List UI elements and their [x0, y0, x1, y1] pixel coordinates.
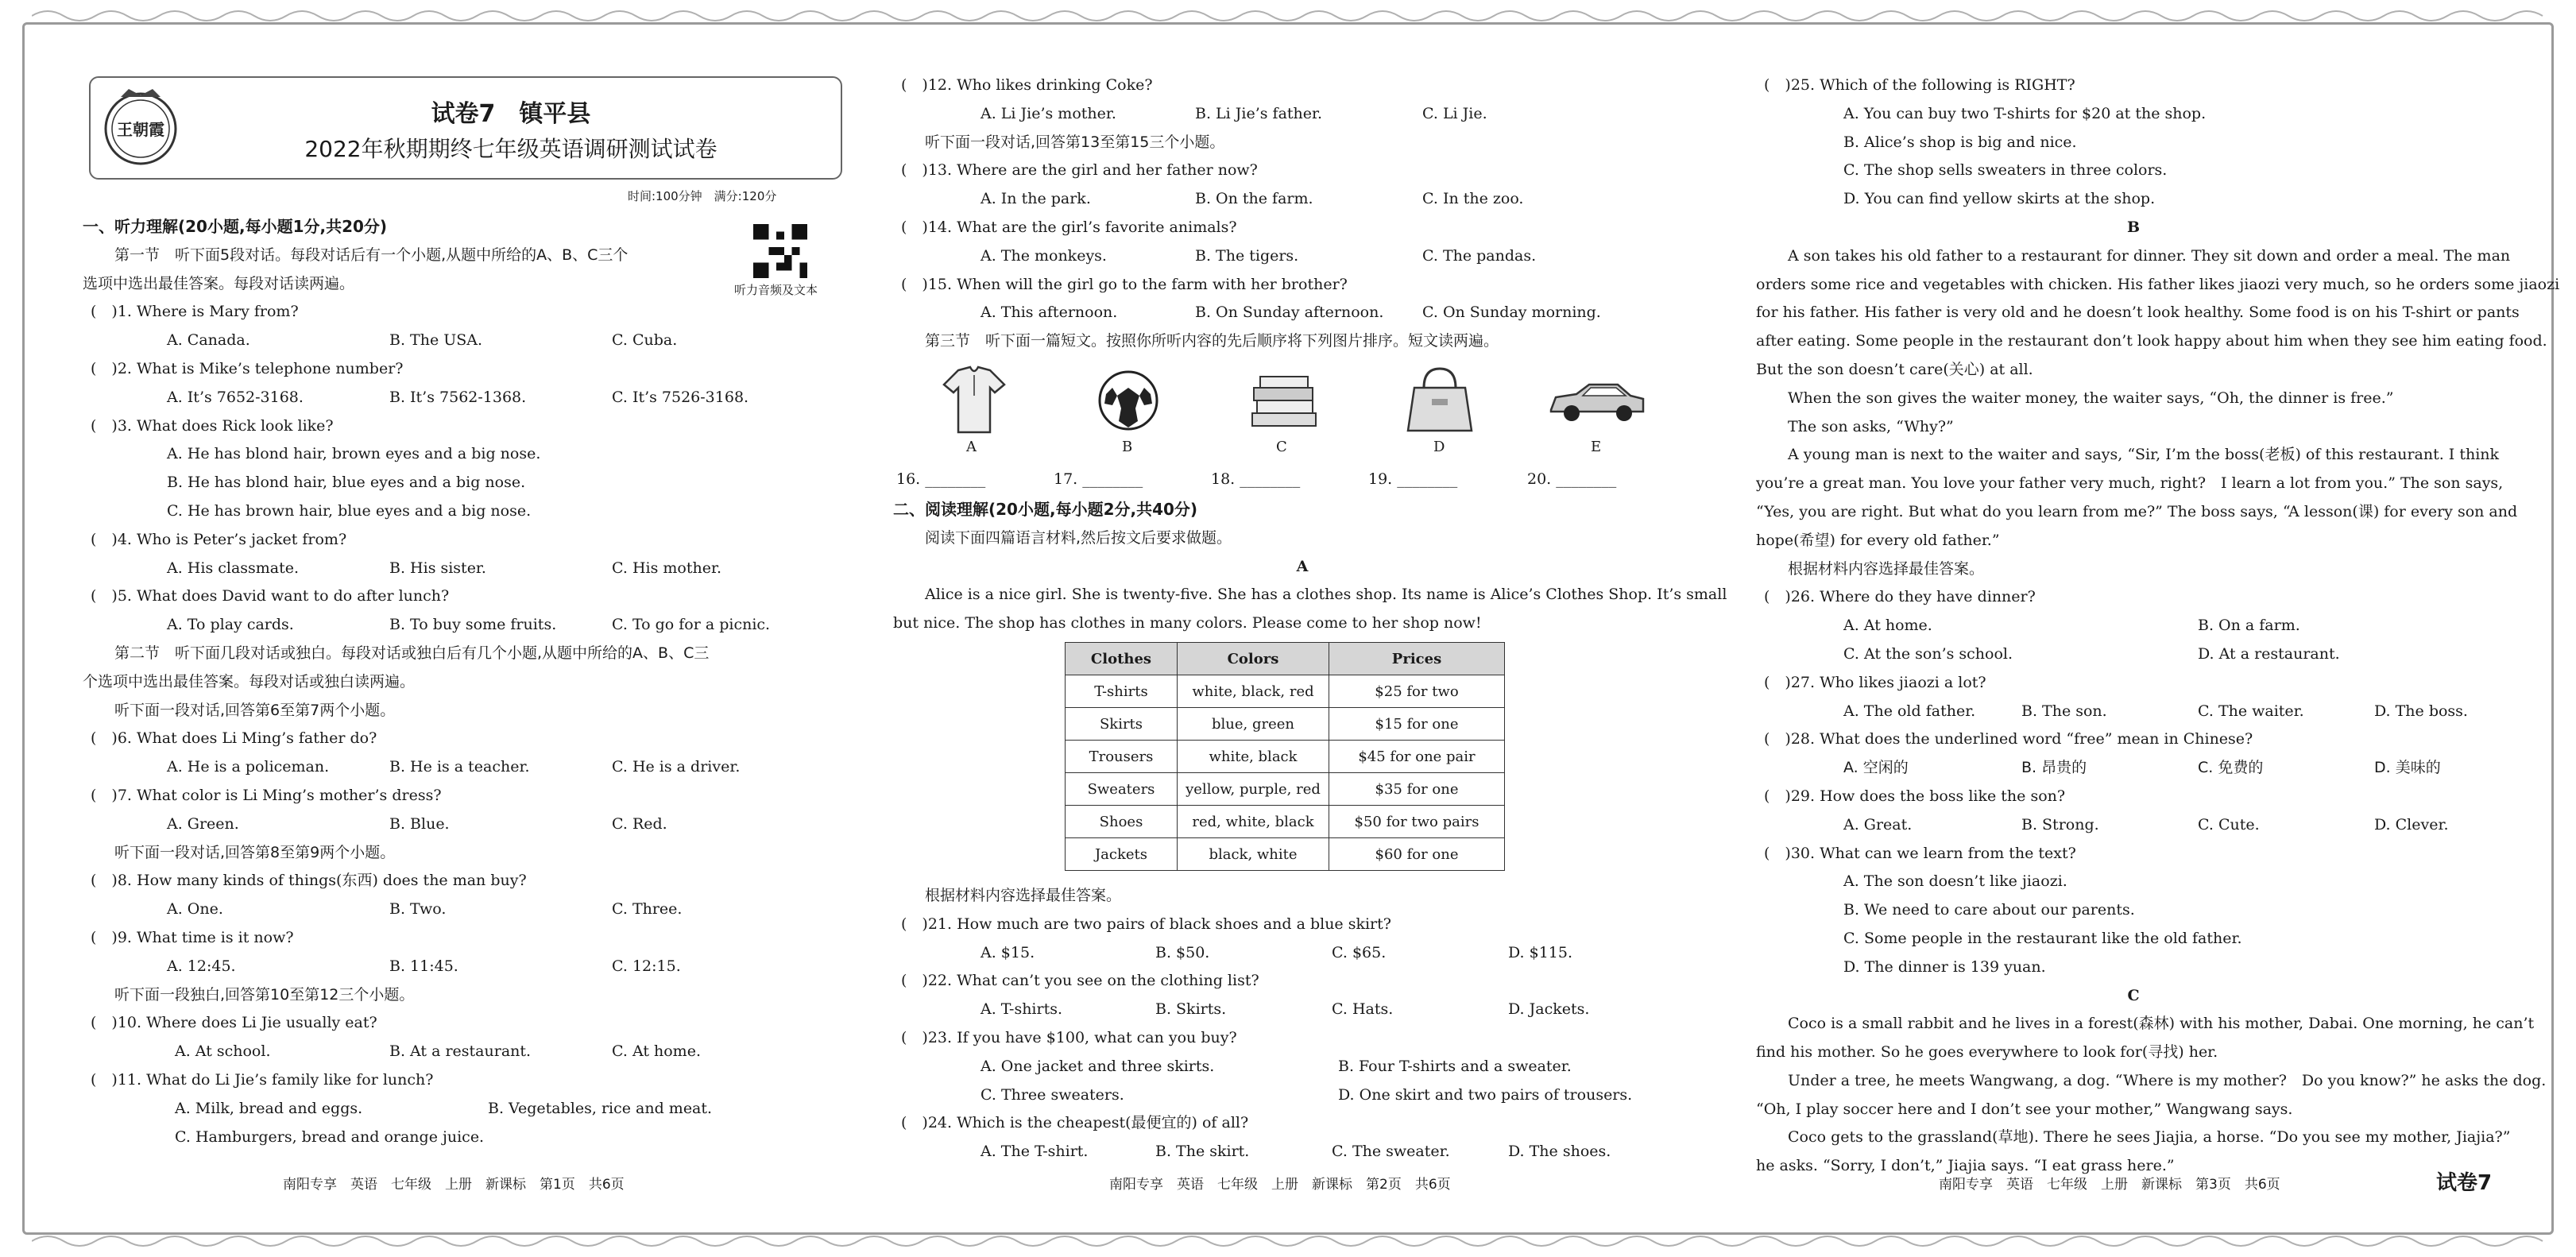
question-26-options-cd: C. At the son’s school. D. At a restaurant.	[1843, 644, 2340, 663]
column-3	[1756, 72, 2560, 1181]
question-26-options-ab: A. At home. B. On a farm.	[1843, 617, 2300, 635]
table-header: Clothes	[1066, 643, 1178, 675]
answer-blank-19[interactable]: 19. ________	[1368, 470, 1458, 488]
question-6-options: A. He is a policeman. B. He is a teacher. C. He is a driver.	[167, 758, 741, 776]
passage-c-line: he asks. “Sorry, I don’t,” Jiajia says. “I eat grass here.”	[1756, 1157, 2175, 1175]
question-3-option-a: A. He has blond hair, brown eyes and a big nose.	[167, 445, 541, 463]
tshirt-picture	[934, 364, 1014, 435]
question-3-option-b: B. He has blond hair, blue eyes and a big nose.	[167, 474, 526, 492]
table-row	[1066, 806, 1505, 838]
exam-subtitle: 2022年秋期期终七年级英语调研测试试卷	[304, 136, 717, 162]
reading-intro: 阅读下面四篇语言材料,然后按文后要求做题。	[925, 528, 1232, 547]
part-2-intro: 第二节 听下面几段对话或独白。每段对话或独白后有几个小题,从题中所给的A、B、C三	[114, 644, 710, 662]
table-row	[1066, 773, 1505, 806]
table-cell: blue, green	[1178, 708, 1329, 741]
question-29: ( )29. How does the boss like the son?	[1764, 787, 2066, 805]
question-30-option-a: A. The son doesn’t like jiaozi.	[1843, 872, 2067, 891]
question-8: ( )8. How many kinds of things(东西) does the man buy?	[91, 872, 527, 890]
table-cell: Trousers	[1066, 741, 1178, 773]
question-3: ( )3. What does Rick look like?	[91, 416, 334, 435]
question-11-option-c: C. Hamburgers, bread and orange juice.	[175, 1127, 485, 1146]
time-score-info: 时间:100分钟 满分:120分	[628, 189, 777, 203]
question-24-options: A. The T-shirt. B. The skirt. C. The sweater. D. The shoes.	[981, 1143, 1611, 1161]
question-8-options: A. One. B. Two. C. Three.	[167, 900, 683, 919]
table-cell: white, black	[1178, 741, 1329, 773]
question-25: ( )25. Which of the following is RIGHT?	[1764, 76, 2075, 94]
question-9: ( )9. What time is it now?	[91, 928, 294, 946]
question-25-option-b: B. Alice’s shop is big and nice.	[1843, 133, 2077, 151]
passage-b-line: A young man is next to the waiter and says, “Sir, I’m the boss(老板) of this restaurant. I think	[1788, 446, 2500, 464]
passage-c-line: Under a tree, he meets Wangwang, a dog. “Where is my mother? Do you know?” he asks the dog.	[1788, 1071, 2547, 1089]
table-cell: black, white	[1178, 838, 1329, 871]
question-30: ( )30. What can we learn from the text?	[1764, 844, 2076, 862]
question-26: ( )26. Where do they have dinner?	[1764, 588, 2036, 606]
question-28-options: A. 空闲的 B. 昂贵的 C. 免费的 D. 美味的	[1843, 759, 2441, 777]
answer-blank-20[interactable]: 20. ________	[1527, 470, 1617, 488]
question-23: ( )23. If you have $100, what can you buy?	[901, 1028, 1237, 1046]
question-14-options: A. The monkeys. B. The tigers. C. The pandas.	[981, 246, 1537, 265]
car-picture	[1545, 364, 1648, 435]
passage-b-line: hope(希望) for every old father.”	[1756, 531, 2000, 549]
question-4: ( )4. Who is Peter’s jacket from?	[91, 530, 347, 548]
question-14: ( )14. What are the girl’s favorite animals?	[901, 218, 1237, 236]
question-1-options: A. Canada. B. The USA. C. Cuba.	[167, 331, 678, 350]
handbag-picture	[1400, 364, 1479, 435]
table-cell: $35 for one	[1329, 773, 1505, 806]
question-15: ( )15. When will the girl go to the farm with her brother?	[901, 275, 1348, 293]
passage-b-line: When the son gives the waiter money, the waiter says, “Oh, the dinner is free.”	[1788, 389, 2394, 407]
question-12: ( )12. Who likes drinking Coke?	[901, 76, 1153, 94]
footer-page-3: 南阳专享 英语 七年级 上册 新课标 第3页 共6页	[1939, 1177, 2280, 1193]
top-wave-border	[32, 6, 2544, 25]
passage-b-line: “Yes, you are right. But what do you learn from me?” The boss says, “A lesson(课) for every son and	[1756, 502, 2518, 520]
page-tag: 试卷7	[2436, 1171, 2493, 1195]
question-11-options: A. Milk, bread and eggs. B. Vegetables, rice and meat.	[175, 1099, 713, 1117]
table-cell: Jackets	[1066, 838, 1178, 871]
passage-b-line: after eating. Some people in the restaurant don’t look happy about him when they see him eating food.	[1756, 332, 2547, 350]
part-3-intro: 第三节 听下面一篇短文。按照你所听内容的先后顺序将下列图片排序。短文读两遍。	[925, 332, 1499, 350]
table-cell: $50 for two pairs	[1329, 806, 1505, 838]
qr-label: 听力音频及文本	[734, 283, 818, 297]
column-2	[893, 72, 1712, 356]
publisher-seal-logo	[97, 83, 184, 170]
table-cell: yellow, purple, red	[1178, 773, 1329, 806]
footer-page-2: 南阳专享 英语 七年级 上册 新课标 第2页 共6页	[1109, 1177, 1451, 1193]
passage-c-line: “Oh, I play soccer here and I don’t see your mother,” Wangwang says.	[1756, 1100, 2293, 1118]
question-27-options: A. The old father. B. The son. C. The waiter. D. The boss.	[1843, 702, 2468, 720]
bottom-wave-border	[32, 1232, 2544, 1251]
passage-b-line: orders some rice and vegetables with chicken. His father likes jiaozi very much, so he orders some jiaozi	[1756, 275, 2560, 293]
question-6: ( )6. What does Li Ming’s father do?	[91, 729, 377, 748]
passage-b-line: A son takes his old father to a restaurant for dinner. They sit down and order a meal. The man	[1788, 246, 2511, 265]
section-1-heading: 一、听力理解(20小题,每小题1分,共20分)	[83, 217, 388, 236]
table-cell: $60 for one	[1329, 838, 1505, 871]
table-row	[1066, 708, 1505, 741]
picture-label-d: D	[1433, 439, 1445, 455]
table-cell: Skirts	[1066, 708, 1178, 741]
table-cell: $45 for one pair	[1329, 741, 1505, 773]
listen-instruction-10-12: 听下面一段独白,回答第10至第12三个小题。	[114, 985, 415, 1004]
listen-instruction-13-15: 听下面一段对话,回答第13至第15三个小题。	[925, 133, 1225, 151]
question-15-options: A. This afternoon. B. On Sunday afternoon. C. On Sunday morning.	[981, 304, 1601, 322]
column-2-questions	[893, 882, 1712, 1166]
question-29-options: A. Great. B. Strong. C. Cute. D. Clever.	[1843, 815, 2449, 833]
table-header-row	[1066, 643, 1505, 675]
question-11: ( )11. What do Li Jie’s family like for lunch?	[91, 1070, 434, 1089]
picture-label-b: B	[1122, 439, 1133, 455]
question-30-option-b: B. We need to care about our parents.	[1843, 901, 2135, 919]
listen-instruction-6-7: 听下面一段对话,回答第6至第7两个小题。	[114, 701, 396, 719]
picture-label-a: A	[966, 439, 977, 455]
question-27: ( )27. Who likes jiaozi a lot?	[1764, 673, 1986, 691]
picture-label-e: E	[1591, 439, 1602, 455]
question-23-options-cd: C. Three sweaters. D. One skirt and two pairs of trousers.	[981, 1085, 1633, 1104]
choose-instruction: 根据材料内容选择最佳答案。	[1788, 559, 1985, 578]
question-5-options: A. To play cards. B. To buy some fruits. C. To go for a picnic.	[167, 616, 771, 634]
question-30-option-c: C. Some people in the restaurant like the old father.	[1843, 929, 2242, 947]
question-10: ( )10. Where does Li Jie usually eat?	[91, 1014, 377, 1032]
question-1: ( )1. Where is Mary from?	[91, 303, 299, 321]
table-cell: Sweaters	[1066, 773, 1178, 806]
passage-c-line: find his mother. So he goes everywhere to look for(寻找) her.	[1756, 1043, 2218, 1062]
question-21: ( )21. How much are two pairs of black shoes and a blue skirt?	[901, 915, 1391, 933]
passage-c-line: Coco gets to the grassland(草地). There he sees Jiajia, a horse. “Do you see my mother, Jiajia?”	[1788, 1128, 2511, 1147]
table-header: Prices	[1329, 643, 1505, 675]
question-5: ( )5. What does David want to do after lunch?	[91, 587, 450, 605]
listen-instruction-8-9: 听下面一段对话,回答第8至第9两个小题。	[114, 843, 396, 861]
question-22: ( )22. What can’t you see on the clothing list?	[901, 972, 1259, 990]
table-cell: white, black, red	[1178, 675, 1329, 708]
question-22-options: A. T-shirts. B. Skirts. C. Hats. D. Jackets.	[981, 1000, 1590, 1019]
question-9-options: A. 12:45. B. 11:45. C. 12:15.	[167, 957, 681, 975]
part-2-intro-cont: 个选项中选出最佳答案。每段对话或独白读两遍。	[83, 672, 416, 690]
footer-page-1: 南阳专享 英语 七年级 上册 新课标 第1页 共6页	[283, 1177, 625, 1193]
question-13-options: A. In the park. B. On the farm. C. In the zoo.	[981, 190, 1524, 208]
table-row	[1066, 741, 1505, 773]
question-4-options: A. His classmate. B. His sister. C. His mother.	[167, 559, 721, 577]
passage-b-title: B	[2126, 218, 2141, 236]
column-1	[83, 213, 845, 1151]
question-23-options-ab: A. One jacket and three skirts. B. Four T-shirts and a sweater.	[981, 1057, 1572, 1075]
column-2-reading	[893, 496, 1727, 638]
answer-blank-17[interactable]: 17. ________	[1054, 470, 1143, 488]
question-10-options: A. At school. B. At a restaurant. C. At home.	[175, 1042, 701, 1061]
question-25-option-c: C. The shop sells sweaters in three colors.	[1843, 161, 2168, 180]
soccer-ball-picture	[1089, 364, 1168, 435]
exam-title: 试卷7 镇平县	[431, 100, 591, 128]
picture-label-c: C	[1276, 439, 1287, 455]
table-cell: $25 for two	[1329, 675, 1505, 708]
question-7: ( )7. What color is Li Ming’s mother’s dress?	[91, 786, 442, 804]
question-13: ( )13. Where are the girl and her father now?	[901, 161, 1258, 180]
passage-b-line: you’re a great man. You love your father very much, right? I learn a lot from you.” The son says,	[1756, 474, 2504, 493]
passage-b-line: The son asks, “Why?”	[1788, 417, 1954, 435]
clothes-price-table	[1065, 642, 1505, 871]
table-row	[1066, 675, 1505, 708]
table-cell: $15 for one	[1329, 708, 1505, 741]
section-2-heading: 二、阅读理解(20小题,每小题2分,共40分)	[893, 500, 1198, 519]
passage-c-title: C	[2127, 986, 2140, 1004]
answer-blank-16[interactable]: 16. ________	[896, 470, 986, 488]
passage-c-line: Coco is a small rabbit and he lives in a forest(森林) with his mother, Dabai. One morning, he can’t	[1788, 1015, 2535, 1033]
table-cell: T-shirts	[1066, 675, 1178, 708]
table-header: Colors	[1178, 643, 1329, 675]
question-12-options: A. Li Jie’s mother. B. Li Jie’s father. C. Li Jie.	[981, 104, 1487, 122]
question-28: ( )28. What does the underlined word “free” mean in Chinese?	[1764, 730, 2253, 748]
part-1-intro: 第一节 听下面5段对话。每段对话后有一个小题,从题中所给的A、B、C三个	[114, 246, 629, 264]
passage-a-title: A	[1296, 557, 1309, 575]
question-25-option-d: D. You can find yellow skirts at the shop.	[1843, 190, 2156, 208]
question-2: ( )2. What is Mike’s telephone number?	[91, 359, 404, 377]
passage-a-line-2: but nice. The shop has clothes in many colors. Please come to her shop now!	[893, 614, 1482, 632]
table-cell: red, white, black	[1178, 806, 1329, 838]
answer-blank-18[interactable]: 18. ________	[1211, 470, 1301, 488]
question-2-options: A. It’s 7652-3168. B. It’s 7562-1368. C. It’s 7526-3168.	[167, 388, 749, 406]
svg-text:王朝霞: 王朝霞	[117, 120, 164, 139]
question-7-options: A. Green. B. Blue. C. Red.	[167, 814, 667, 833]
table-cell: Shoes	[1066, 806, 1178, 838]
question-25-option-a: A. You can buy two T-shirts for $20 at the shop.	[1843, 104, 2207, 122]
question-21-options: A. $15. B. $50. C. $65. D. $115.	[981, 943, 1573, 961]
passage-a-line-1: Alice is a nice girl. She is twenty-five. She has a clothes shop. Its name is Alice’s Clothes Shop. It’s small	[925, 586, 1727, 604]
passage-b-line: But the son doesn’t care(关心) at all.	[1756, 360, 2033, 378]
question-30-option-d: D. The dinner is 139 yuan.	[1843, 957, 2046, 976]
table-row	[1066, 838, 1505, 871]
question-24: ( )24. Which is the cheapest(最便宜的) of all?	[901, 1114, 1249, 1132]
books-picture	[1244, 364, 1324, 435]
passage-b-line: for his father. His father is very old and he doesn’t look healthy. Some food is on his T-shirt or pants	[1756, 304, 2520, 322]
question-3-option-c: C. He has brown hair, blue eyes and a big nose.	[167, 501, 532, 520]
choose-instruction: 根据材料内容选择最佳答案。	[925, 887, 1122, 904]
part-1-intro-cont: 选项中选出最佳答案。每段对话读两遍。	[83, 274, 355, 292]
